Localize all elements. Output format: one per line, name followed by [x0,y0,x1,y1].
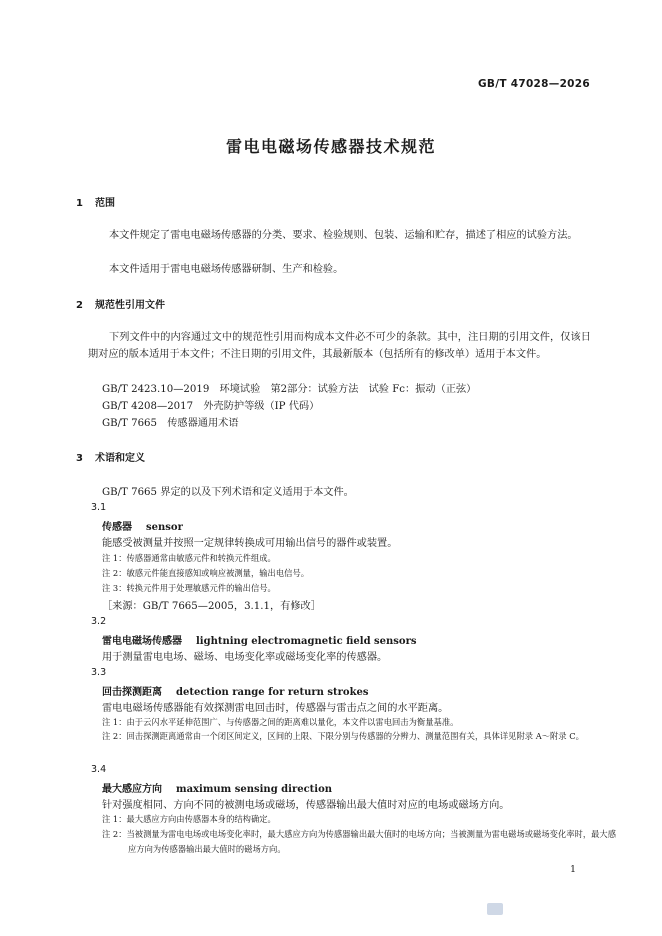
section-1-heading: 1 范围 [76,198,115,209]
section-3-heading: 3 术语和定义 [76,453,145,464]
reference-item: GB/T 2423.10—2019 环境试验 第2部分：试验方法 试验 Fc：振动（正弦） [102,384,477,395]
standard-number: GB/T 47028—2026 [477,78,590,90]
section-1-para-1: 本文件规定了雷电电磁场传感器的分类、要求、检验规则、包装、运输和贮存，描述了相应的试验方法。 [109,230,578,241]
term-note: 注 2：回击探测距离通常由一个闭区间定义，区间的上限、下限分别与传感器的分辨力、测量范围有关，具体详见附录 A～附录 C。 [102,731,584,741]
document-title: 雷电电磁场传感器技术规范 [225,137,436,156]
section-2-heading: 2 规范性引用文件 [76,300,165,311]
term-source: ［来源：GB/T 7665—2005，3.1.1，有修改］ [102,601,321,612]
term-title: 回击探测距离 detection range for return strokes [102,687,369,698]
watermark-badge-icon [487,903,503,915]
term-note: 注 1：由于云闪水平延伸范围广、与传感器之间的距离难以量化，本文件以雷电回击为衡量基准。 [102,717,459,727]
term-number: 3.4 [91,764,107,775]
term-note: 注 1：最大感应方向由传感器本身的结构确定。 [102,814,276,824]
section-1-para-2: 本文件适用于雷电电磁场传感器研制、生产和检验。 [109,264,344,275]
term-definition: 用于测量雷电电场、磁场、电场变化率或磁场变化率的传感器。 [102,652,388,663]
section-3-intro: GB/T 7665 界定的以及下列术语和定义适用于本文件。 [102,487,354,498]
term-number: 3.1 [91,502,107,513]
term-title: 传感器 sensor [102,522,183,533]
term-title: 雷电电磁场传感器 lightning electromagnetic field sensors [102,636,417,647]
term-note: 注 2：当被测量为雷电电场或电场变化率时，最大感应方向为传感器输出最大值时的电场方向；当被测量为雷电磁场或磁场变化率时，最大感应方向为传感器输出最大值时的磁场方向。 [102,829,617,854]
term-definition: 能感受被测量并按照一定规律转换成可用输出信号的器件或装置。 [102,538,398,549]
term-number: 3.2 [91,616,107,627]
term-note: 注 3：转换元件用于处理敏感元件的输出信号。 [102,583,276,593]
term-definition: 雷电电磁场传感器能有效探测雷电回击时，传感器与雷击点之间的水平距离。 [102,703,449,714]
term-note: 注 1：传感器通常由敏感元件和转换元件组成。 [102,553,276,563]
reference-item: GB/T 7665 传感器通用术语 [102,418,239,429]
page-number: 1 [569,864,576,875]
reference-item: GB/T 4208—2017 外壳防护等级（IP 代码） [102,401,320,412]
term-definition: 针对强度相同、方向不同的被测电场或磁场，传感器输出最大值时对应的电场或磁场方向。 [102,800,510,811]
term-note: 注 2：敏感元件能直接感知或响应被测量，输出电信号。 [102,568,310,578]
term-number: 3.3 [91,667,107,678]
section-2-intro: 下列文件中的内容通过文中的规范性引用而构成本文件必不可少的条款。其中，注日期的引用文件，仅该日期对应的版本适用于本文件；不注日期的引用文件，其最新版本（包括所有的修改单）适用于本文件。 [88,332,591,360]
term-title: 最大感应方向 maximum sensing direction [102,784,333,795]
